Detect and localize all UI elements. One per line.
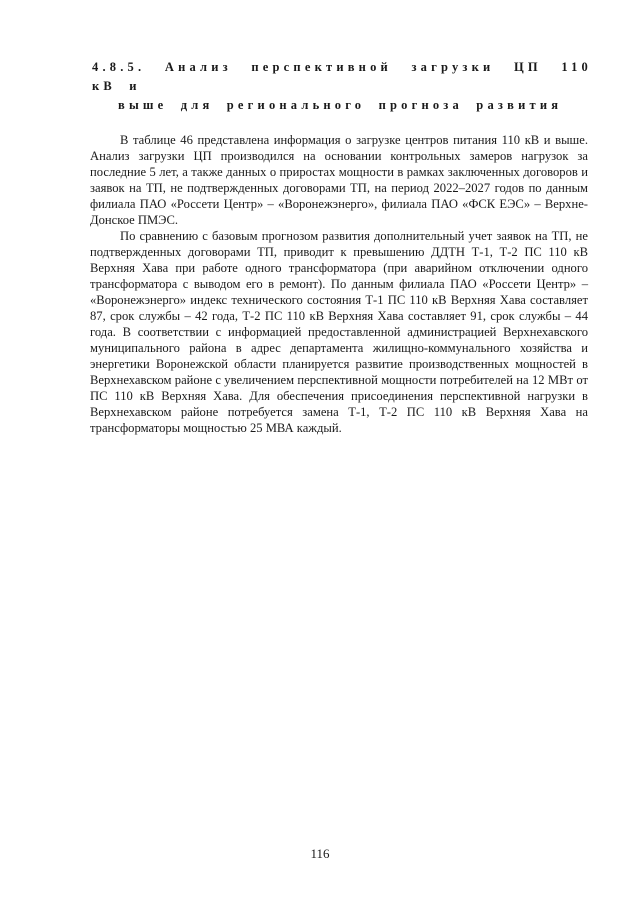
section-heading <box>92 58 592 115</box>
paragraph-transformer-replacement: По сравнению с базовым прогнозом развития дополнительный учет заявок на ТП, не подтвержденных договорами ТП, приводит к превышению ДДТН Т-1, Т-2 ПС 110 кВ Верхняя Хава при работе одного трансформатора (при аварийном отключении одного трансформатора с выводом его в ремонт). По данным филиала ПАО «Россети Центр» – «Воронежэнерго» индекс технического состояния Т-1 ПС 110 кВ Верхняя Хава составляет 87, срок службы – 42 года, Т-2 ПС 110 кВ Верхняя Хава составляет 91, срок службы – 44 года. В соответствии с информацией предоставленной администрацией Верхнехавского муниципального района в адрес департамента жилищно-коммунального хозяйства и энергетики Воронежской области планируется развитие производственных мощностей в Верхнехавском районе с увеличением перспективной мощности потребителей на 12 МВт от ПС 110 кВ Верхняя Хава. Для обеспечения присоединения перспективной нагрузки в Верхнехавском районе потребуется замена Т-1, Т-2 ПС 110 кВ Верхняя Хава на трансформаторы мощностью 25 МВА каждый. <box>90 229 588 435</box>
paragraph-load-analysis: В таблице 46 представлена информация о загрузке центров питания 110 кВ и выше. Анализ загрузки ЦП производился на основании контрольных замеров нагрузок за последние 5 лет, а также данных о приростах мощности в рамках заключенных договоров и заявок на ТП, не подтвержденных договорами ТП, на период 2022–2027 годов по данным филиала ПАО «Россети Центр» – «Воронежэнерго», филиала ПАО «ФСК ЕЭС» – Верхне-Донское ПМЭС. <box>90 133 588 227</box>
body-text <box>90 132 588 436</box>
section-heading-line-2: выше для регионального прогноза развития <box>118 98 563 112</box>
page-number: 116 <box>310 846 330 861</box>
section-heading-line-1: 4.8.5. Анализ перспективной загрузки ЦП 110 кВ и <box>92 60 592 93</box>
